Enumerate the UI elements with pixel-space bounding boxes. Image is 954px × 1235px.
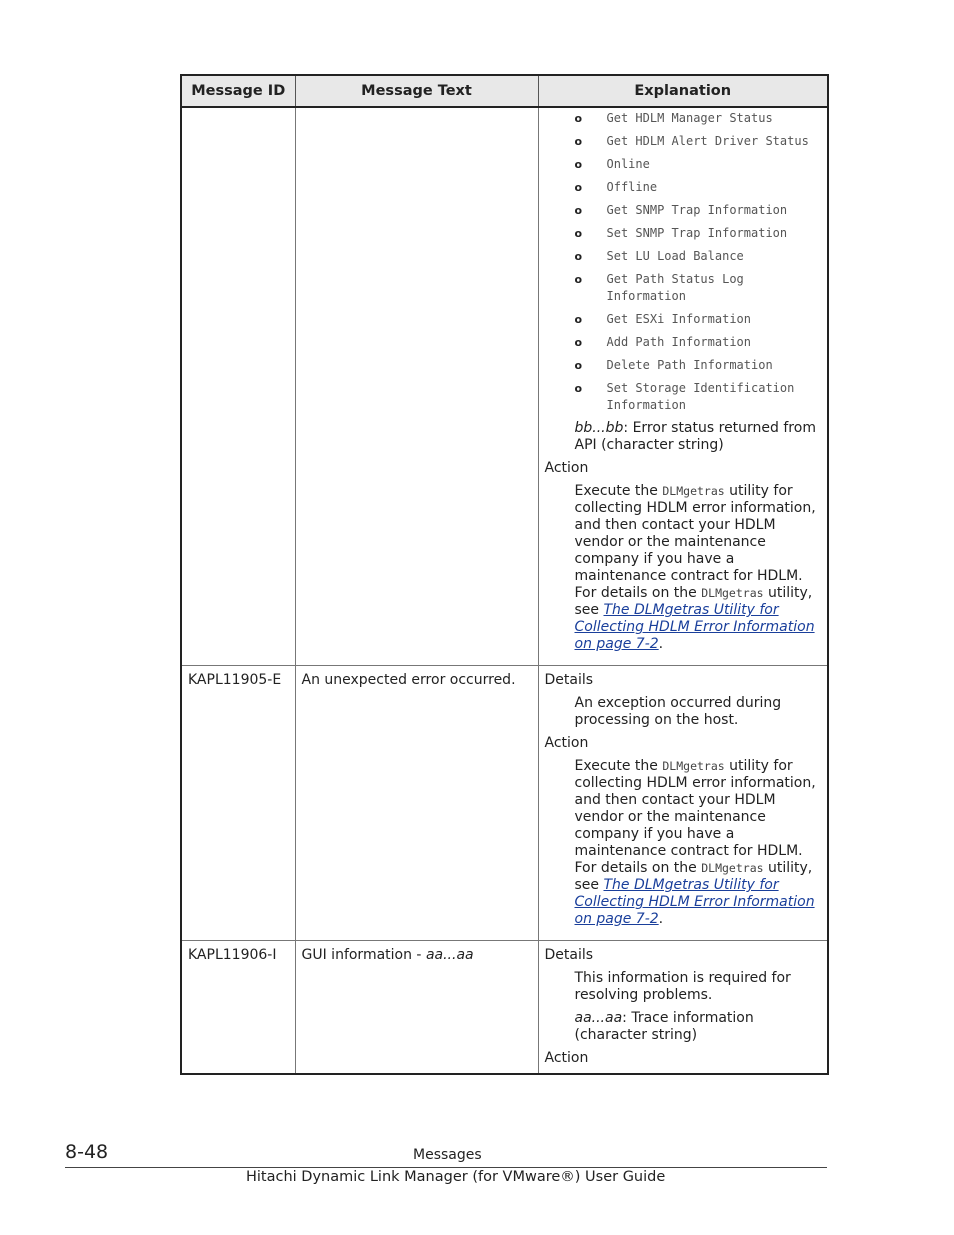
details-heading: Details bbox=[544, 947, 594, 963]
bullet-icon: o bbox=[574, 273, 583, 286]
header-message-text: Message Text bbox=[295, 75, 538, 107]
action-text: Execute the DLMgetras utility for collecting HDLM error information, and then contact your HDLM vendor or the maintenance company if you have a maintenance contract for HDLM. For details on the DLMgetras utility, see The DLMgetras Utility for Collecting HDLM Error Information on page 7-2. bbox=[574, 483, 816, 652]
message-id-cell: KAPL11906-I bbox=[181, 941, 295, 1075]
bullet-icon: o bbox=[574, 250, 583, 263]
explanation-cell bbox=[538, 666, 828, 941]
header-message-id: Message ID bbox=[181, 75, 295, 107]
list-item: o Delete Path Information bbox=[574, 358, 773, 372]
bullet-icon: o bbox=[574, 135, 583, 148]
message-id-cell: KAPL11905-E bbox=[181, 666, 295, 941]
page-number: 8-48 bbox=[65, 1141, 109, 1163]
list-item: o Get SNMP Trap Information bbox=[574, 203, 788, 217]
bullet-icon: o bbox=[574, 336, 583, 349]
list-item: o Set SNMP Trap Information bbox=[574, 226, 788, 240]
explanation-cell bbox=[538, 941, 828, 1075]
bullet-icon: o bbox=[574, 382, 583, 395]
bullet-icon: o bbox=[574, 158, 583, 171]
command-name: DLMgetras bbox=[662, 484, 725, 498]
details-heading: Details bbox=[544, 672, 594, 688]
error-status-description: bb...bb: Error status returned from API (character string) bbox=[574, 420, 816, 453]
table-row bbox=[181, 941, 828, 1075]
list-item: o Add Path Information bbox=[574, 335, 751, 349]
message-text-cell: An unexpected error occurred. bbox=[295, 666, 538, 941]
action-text: Execute the DLMgetras utility for collecting HDLM error information, and then contact your HDLM vendor or the maintenance company if you have a maintenance contract for HDLM. For details on the DLMgetras utility, see The DLMgetras Utility for Collecting HDLM Error Information on page 7-2. bbox=[574, 758, 816, 927]
book-title: Hitachi Dynamic Link Manager (for VMware®) User Guide bbox=[246, 1169, 666, 1185]
list-item: o Online bbox=[574, 157, 650, 171]
dlmgetras-utility-link[interactable]: The DLMgetras Utility for Collecting HDLM Error Information on page 7-2 bbox=[574, 602, 815, 652]
list-item: o Offline bbox=[574, 180, 658, 194]
list-item: o Get HDLM Alert Driver Status bbox=[574, 134, 809, 148]
section-title: Messages bbox=[413, 1147, 482, 1163]
operation-list bbox=[545, 110, 824, 414]
footer-divider bbox=[65, 1167, 827, 1168]
list-item: o Set LU Load Balance bbox=[574, 249, 744, 263]
trace-description: aa...aa: Trace information (character string) bbox=[574, 1010, 754, 1043]
table-row bbox=[181, 666, 828, 941]
action-heading: Action bbox=[544, 1050, 589, 1066]
command-name: DLMgetras bbox=[701, 586, 764, 600]
bullet-icon: o bbox=[574, 227, 583, 240]
details-text: This information is required for resolving problems. bbox=[574, 970, 791, 1003]
list-item: o Get Path Status Log Information bbox=[574, 272, 744, 303]
bullet-icon: o bbox=[574, 112, 583, 125]
command-name: DLMgetras bbox=[662, 759, 725, 773]
header-explanation: Explanation bbox=[538, 75, 828, 107]
bullet-icon: o bbox=[574, 181, 583, 194]
dlmgetras-utility-link[interactable]: The DLMgetras Utility for Collecting HDLM Error Information on page 7-2 bbox=[574, 877, 815, 927]
table-row bbox=[181, 107, 828, 666]
details-text: An exception occurred during processing on the host. bbox=[574, 695, 782, 728]
bullet-icon: o bbox=[574, 359, 583, 372]
list-item: o Set Storage Identification Information bbox=[574, 381, 795, 412]
bullet-icon: o bbox=[574, 204, 583, 217]
message-table bbox=[180, 74, 829, 1075]
list-item: o Get HDLM Manager Status bbox=[574, 111, 773, 125]
message-id-cell bbox=[181, 107, 295, 666]
message-text-cell bbox=[295, 107, 538, 666]
explanation-cell bbox=[538, 107, 828, 666]
table-header-row bbox=[181, 75, 828, 107]
command-name: DLMgetras bbox=[701, 861, 764, 875]
message-text-cell: GUI information - aa...aa bbox=[295, 941, 538, 1075]
bullet-icon: o bbox=[574, 313, 583, 326]
list-item: o Get ESXi Information bbox=[574, 312, 751, 326]
action-heading: Action bbox=[544, 735, 589, 751]
action-heading: Action bbox=[544, 460, 589, 476]
